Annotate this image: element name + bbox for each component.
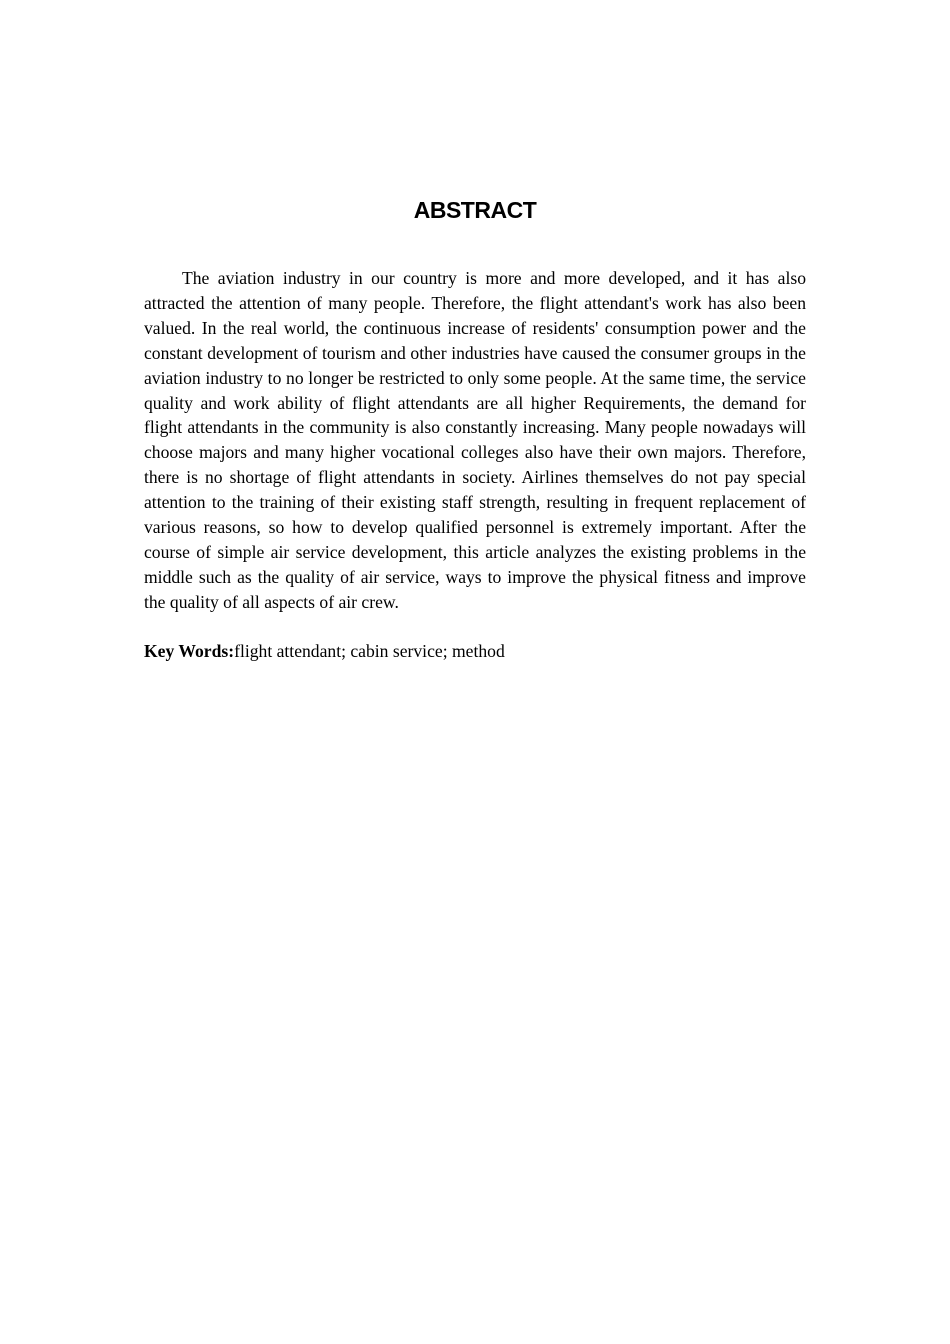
keywords-text: flight attendant; cabin service; method	[234, 641, 505, 661]
abstract-title: ABSTRACT	[413, 197, 537, 223]
abstract-paragraph: The aviation industry in our country is more and more developed, and it has also attracted the attention of many people. Therefore, the flight attendant's work has also been valued. In the real world, the continuous increase of residents' consumption power and the constant development of tourism and other industries have caused the consumer groups in the aviation industry to no longer be restricted to only some people. At the same time, the service quality and work ability of flight attendants are all higher Requirements, the demand for flight attendants in the community is also constantly increasing. Many people nowadays will choose majors and many higher vocational colleges also have their own majors. Therefore, there is no shortage of flight attendants in society. Airlines themselves do not pay special attention to the training of their existing staff strength, resulting in frequent replacement of various reasons, so how to develop qualified personnel is extremely important. After the course of simple air service development, this article analyzes the existing problems in the middle such as the quality of air service, ways to improve the physical fitness and improve the quality of all aspects of air crew.	[144, 268, 806, 612]
keywords-label: Key Words:	[144, 641, 235, 661]
keywords-line	[144, 639, 806, 664]
